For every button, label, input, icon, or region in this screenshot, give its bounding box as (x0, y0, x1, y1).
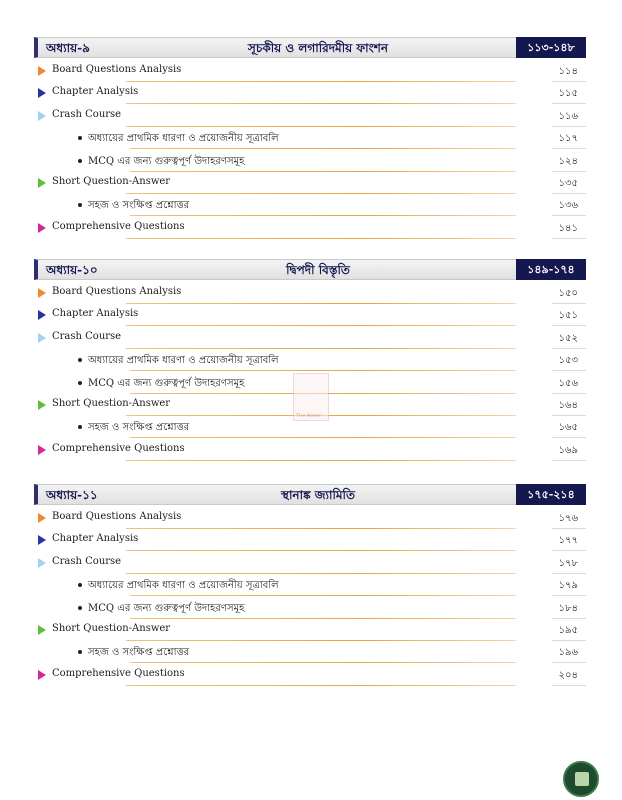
triangle-bullet-icon (38, 178, 46, 188)
triangle-bullet-icon (38, 88, 46, 98)
page-number-underline (552, 325, 586, 326)
toc-entry-label: সহজ ও সংক্ষিপ্ত প্রশ্নোত্তর (88, 422, 190, 434)
page-number-underline (552, 303, 586, 304)
page-number: ১৩৫ (558, 178, 578, 189)
page-number: ১৫৩ (558, 355, 578, 367)
toc-entry[interactable] (34, 665, 586, 687)
leader-rule (126, 325, 516, 326)
chapter-label: অধ্যায়-১১ (46, 488, 98, 502)
leader-rule (130, 171, 516, 172)
page-number: ১৫২ (558, 332, 578, 344)
page-number-underline (552, 618, 586, 619)
page-number: ১১৭ (558, 133, 578, 145)
leader-rule (126, 573, 516, 574)
toc-entry-label: Short Question-Answer (52, 623, 171, 634)
page-number: ১৪১ (558, 222, 578, 234)
chapter-page-range: ১৪৯-১৭৪ (516, 259, 586, 280)
toc-entry-label: Board Questions Analysis (52, 286, 182, 297)
chapter-block (34, 484, 586, 681)
triangle-bullet-icon (38, 111, 46, 121)
triangle-bullet-icon (38, 535, 46, 545)
watermark-logo (293, 373, 329, 421)
toc-entry[interactable] (34, 508, 586, 530)
page-number: ১১৪ (558, 66, 578, 77)
toc-entry-label: Crash Course (52, 108, 122, 120)
leader-rule (130, 662, 516, 663)
page-number: ১৭৬ (558, 513, 578, 524)
page-number-underline (552, 573, 586, 574)
triangle-bullet-icon (38, 288, 46, 298)
leader-rule (126, 193, 516, 194)
toc-entry-label: Board Questions Analysis (52, 511, 182, 522)
page-number-underline (552, 393, 586, 394)
toc-entry-label: MCQ এর জন্য গুরুত্বপূর্ণ উদাহরণসমূহ (88, 377, 245, 389)
toc-entry-label: Comprehensive Questions (52, 667, 185, 679)
toc-entry-label: সহজ ও সংক্ষিপ্ত প্রশ্নোত্তর (88, 200, 190, 212)
dot-bullet-icon (78, 425, 82, 429)
toc-entry[interactable] (34, 83, 586, 105)
toc-entry-label: MCQ এর জন্য গুরুত্বপূর্ণ উদাহরণসমূহ (88, 155, 245, 167)
toc-entry[interactable] (34, 195, 586, 217)
page-number: ১৭৭ (558, 535, 578, 547)
triangle-bullet-icon (38, 625, 46, 635)
toc-entry[interactable] (34, 106, 586, 128)
leader-rule (126, 460, 516, 461)
triangle-bullet-icon (38, 310, 46, 320)
dot-bullet-icon (78, 358, 82, 362)
leader-rule (130, 595, 516, 596)
page-number-underline (552, 460, 586, 461)
dot-bullet-icon (78, 203, 82, 207)
page-number: ১৫০ (558, 288, 578, 299)
page-number-underline (552, 662, 586, 663)
page-number: ১৫৬ (558, 377, 578, 389)
toc-entry-label: Comprehensive Questions (52, 442, 185, 454)
page-number-underline (552, 148, 586, 149)
chapter-title: সূচকীয় ও লগারিদমীয় ফাংশন (247, 41, 389, 55)
page-number-underline (552, 193, 586, 194)
toc-entry[interactable] (34, 620, 586, 642)
leader-rule (126, 528, 516, 529)
leader-rule (126, 81, 516, 82)
toc-entry[interactable] (34, 642, 586, 664)
page-number: ২০৪ (558, 669, 578, 681)
chapter-page-range: ১৭৫-২১৪ (516, 484, 586, 505)
toc-entry[interactable] (34, 173, 586, 195)
toc-entry[interactable] (34, 218, 586, 240)
toc-entry-label: অধ্যায়ের প্রাথমিক ধারণা ও প্রয়োজনীয় সূত্রাবলি (88, 580, 279, 592)
toc-entry[interactable] (34, 575, 586, 597)
page-number: ১৬৫ (558, 422, 578, 434)
triangle-bullet-icon (38, 400, 46, 410)
toc-entry[interactable] (34, 151, 586, 173)
leader-rule (130, 148, 516, 149)
page-number: ১৫১ (558, 310, 578, 322)
leader-rule (126, 238, 516, 239)
toc-entry-label: Chapter Analysis (52, 533, 139, 545)
triangle-bullet-icon (38, 445, 46, 455)
page-number-underline (552, 528, 586, 529)
watermark-text: The Royal (296, 413, 321, 419)
toc-entry-label: Comprehensive Questions (52, 220, 185, 232)
toc-entry-label: অধ্যায়ের প্রাথমিক ধারণা ও প্রয়োজনীয় সূত্রাবলি (88, 355, 279, 367)
triangle-bullet-icon (38, 66, 46, 76)
toc-entry-label: Short Question-Answer (52, 398, 171, 409)
chapter-block (34, 37, 586, 234)
chapter-label: অধ্যায়-৯ (46, 41, 90, 55)
page-number: ১১৫ (558, 88, 578, 100)
page-number: ১১৬ (558, 110, 578, 122)
chapter-header (34, 484, 586, 505)
toc-entry-label: সহজ ও সংক্ষিপ্ত প্রশ্নোত্তর (88, 647, 190, 659)
toc-entry[interactable] (34, 128, 586, 150)
leader-rule (126, 303, 516, 304)
leader-rule (126, 348, 516, 349)
page-number: ১৩৬ (558, 200, 578, 212)
publisher-logo-icon (563, 761, 599, 797)
toc-entry-label: Crash Course (52, 555, 122, 567)
toc-entry-label: MCQ এর জন্য গুরুত্বপূর্ণ উদাহরণসমূহ (88, 602, 245, 614)
leader-rule (130, 370, 516, 371)
page-number-underline (552, 171, 586, 172)
toc-entry[interactable] (34, 598, 586, 620)
dot-bullet-icon (78, 136, 82, 140)
chapter-header (34, 259, 586, 280)
chapter-title: দ্বিপদী বিস্তৃতি (286, 263, 350, 277)
dot-bullet-icon (78, 583, 82, 587)
toc-entry[interactable] (34, 350, 586, 372)
page-number: ১৬৯ (558, 444, 578, 456)
toc-entry-label: Crash Course (52, 330, 122, 342)
page-number-underline (552, 595, 586, 596)
page-number-underline (552, 550, 586, 551)
leader-rule (130, 215, 516, 216)
triangle-bullet-icon (38, 223, 46, 233)
toc-entry-label: Board Questions Analysis (52, 64, 182, 75)
page-number-underline (552, 126, 586, 127)
chapter-header (34, 37, 586, 58)
leader-rule (126, 685, 516, 686)
page-number-underline (552, 348, 586, 349)
dot-bullet-icon (78, 159, 82, 163)
page-number-underline (552, 685, 586, 686)
triangle-bullet-icon (38, 558, 46, 568)
page-number: ১৭৮ (558, 557, 578, 569)
toc-entry-label: Short Question-Answer (52, 176, 171, 187)
toc-entry[interactable] (34, 283, 586, 305)
toc-entry-label: অধ্যায়ের প্রাথমিক ধারণা ও প্রয়োজনীয় সূত্রাবলি (88, 133, 279, 145)
toc-entry-label: Chapter Analysis (52, 86, 139, 98)
leader-rule (126, 550, 516, 551)
chapter-title: স্থানাঙ্ক জ্যামিতি (281, 488, 355, 502)
triangle-bullet-icon (38, 333, 46, 343)
page-number-underline (552, 238, 586, 239)
page-number: ১৬৪ (558, 400, 578, 411)
leader-rule (130, 618, 516, 619)
dot-bullet-icon (78, 381, 82, 385)
toc-entry[interactable] (34, 328, 586, 350)
leader-rule (126, 103, 516, 104)
chapter-label: অধ্যায়-১০ (46, 263, 98, 277)
toc-entry[interactable] (34, 305, 586, 327)
page-number-underline (552, 103, 586, 104)
toc-entry-label: Chapter Analysis (52, 308, 139, 320)
page-number-underline (552, 640, 586, 641)
dot-bullet-icon (78, 650, 82, 654)
page-number-underline (552, 370, 586, 371)
page-number: ১৯৫ (558, 625, 578, 636)
leader-rule (126, 126, 516, 127)
page-number-underline (552, 81, 586, 82)
leader-rule (126, 640, 516, 641)
toc-entry[interactable] (34, 61, 586, 83)
triangle-bullet-icon (38, 513, 46, 523)
chapter-page-range: ১১৩-১৪৮ (516, 37, 586, 58)
triangle-bullet-icon (38, 670, 46, 680)
toc-entry[interactable] (34, 440, 586, 462)
page-number-underline (552, 415, 586, 416)
toc-entry[interactable] (34, 530, 586, 552)
page-number: ১৮৪ (558, 602, 578, 614)
leader-rule (130, 437, 516, 438)
page-number: ১৭৯ (558, 580, 578, 592)
page-number: ১২৪ (558, 155, 578, 167)
dot-bullet-icon (78, 606, 82, 610)
toc-entry[interactable] (34, 553, 586, 575)
page-number: ১৯৬ (558, 647, 578, 659)
page-number-underline (552, 215, 586, 216)
page-number-underline (552, 437, 586, 438)
